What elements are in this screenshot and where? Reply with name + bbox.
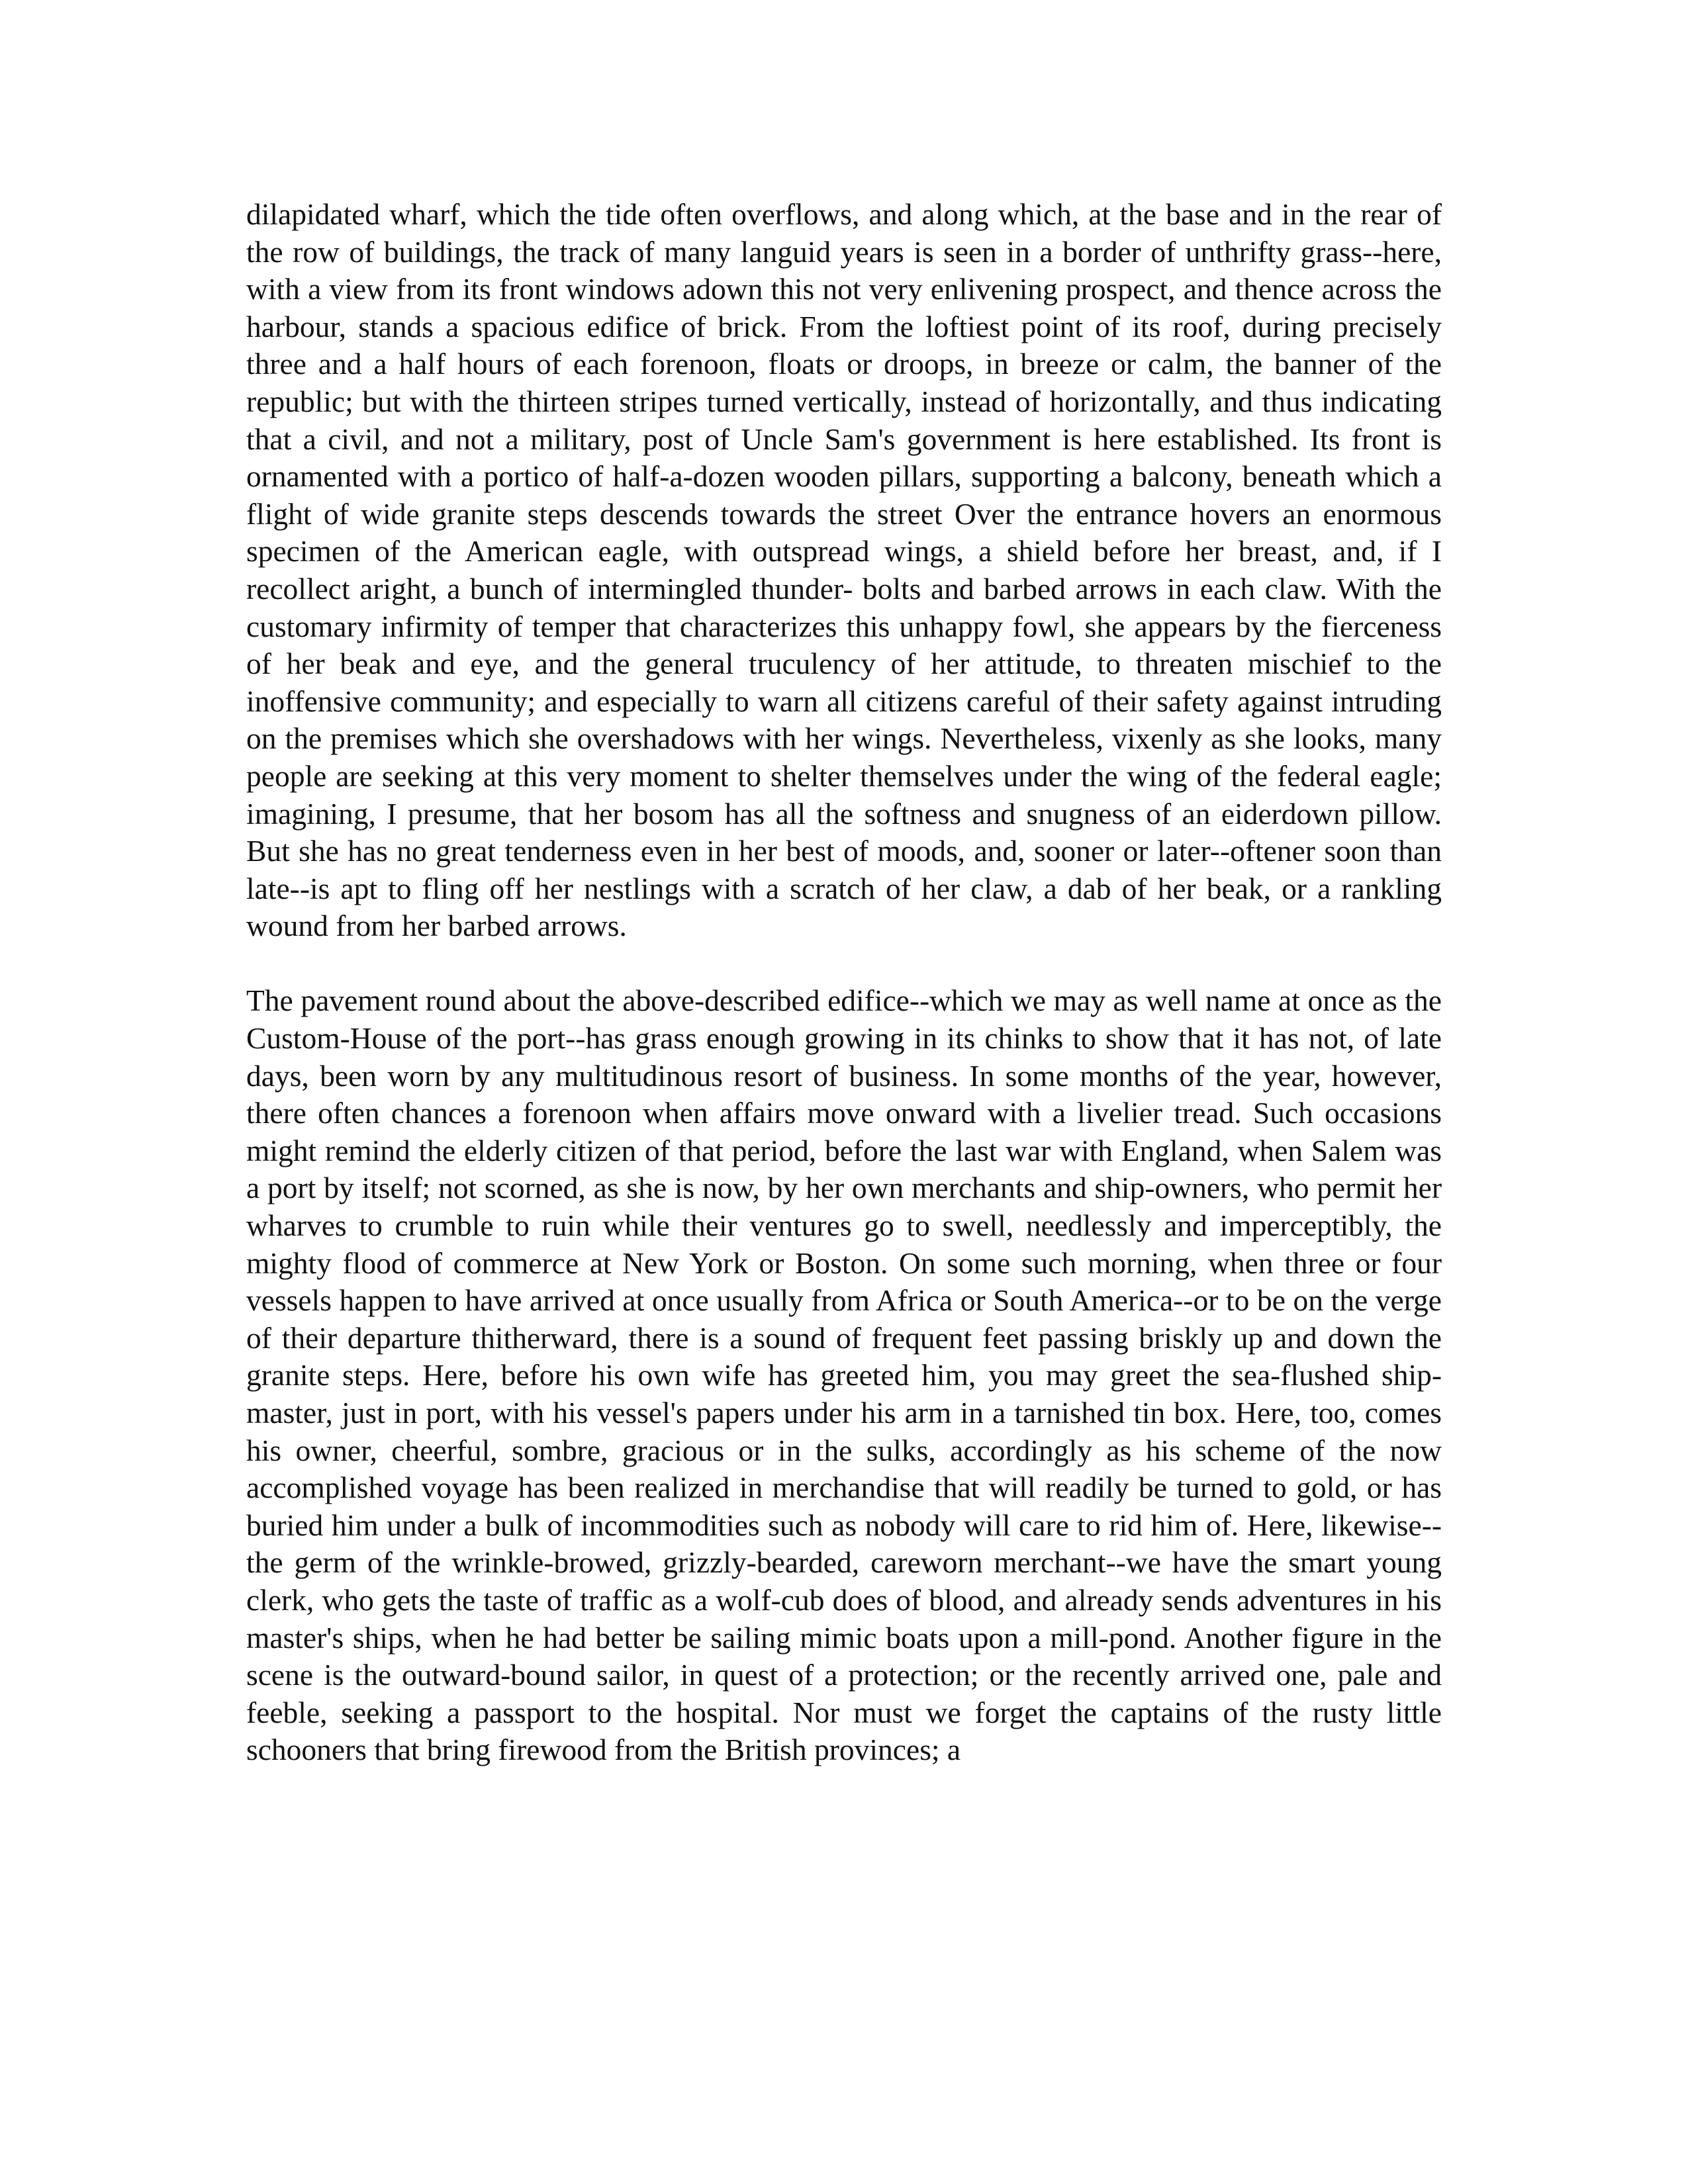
paragraph-2: The pavement round about the above-described edifice--which we may as well name at once as the Custom-House of the port--has grass enough growing in its chinks to show that it has not, of late days, been worn by any multitudinous resort of business. In some months of the year, however, there often chances a forenoon when affairs move onward with a livelier tread. Such occasions might remind the elderly citizen of that period, before the last war with England, when Salem was a port by itself; not scorned, as she is now, by her own merchants and ship-owners, who permit her wharves to crumble to ruin while their ventures go to swell, needlessly and imperceptibly, the mighty flood of commerce at New York or Boston. On some such morning, when three or four vessels happen to have arrived at once usually from Africa or South America--or to be on the verge of their departure thitherward, there is a sound of frequent feet passing briskly up and down the granite steps. Here, before his own wife has greeted him, you may greet the sea-flushed ship-master, just in port, with his vessel's papers under his arm in a tarnished tin box. Here, too, comes his owner, cheerful, sombre, gracious or in the sulks, accordingly as his scheme of the now accomplished voyage has been realized in merchandise that will readily be turned to gold, or has buried him under a bulk of incommodities such as nobody will care to rid him of. Here, likewise--the germ of the wrinkle-browed, grizzly-bearded, careworn merchant--we have the smart young clerk, who gets the taste of traffic as a wolf-cub does of blood, and already sends adventures in his master's ships, when he had better be sailing mimic boats upon a mill-pond. Another figure in the scene is the outward-bound sailor, in quest of a protection; or the recently arrived one, pale and feeble, seeking a passport to the hospital. Nor must we forget the captains of the rusty little schooners that bring firewood from the British provinces; a bbox=[246, 983, 1442, 1767]
body-text bbox=[246, 196, 1442, 1769]
paragraph-1: dilapidated wharf, which the tide often overflows, and along which, at the base and in the rear of the row of buildings, the track of many languid years is seen in a border of unthrifty grass--here, with a view from its front windows adown this not very enlivening prospect, and thence across the harbour, stands a spacious edifice of brick. From the loftiest point of its roof, during precisely three and a half hours of each forenoon, floats or droops, in breeze or calm, the banner of the republic; but with the thirteen stripes turned vertically, instead of horizontally, and thus indicating that a civil, and not a military, post of Uncle Sam's government is here established. Its front is ornamented with a portico of half-a-dozen wooden pillars, supporting a balcony, beneath which a flight of wide granite steps descends towards the street Over the entrance hovers an enormous specimen of the American eagle, with outspread wings, a shield before her breast, and, if I recollect aright, a bunch of intermingled thunder- bolts and barbed arrows in each claw. With the customary infirmity of temper that characterizes this unhappy fowl, she appears by the fierceness of her beak and eye, and the general truculency of her attitude, to threaten mischief to the inoffensive community; and especially to warn all citizens careful of their safety against intruding on the premises which she overshadows with her wings. Nevertheless, vixenly as she looks, many people are seeking at this very moment to shelter themselves under the wing of the federal eagle; imagining, I presume, that her bosom has all the softness and snugness of an eiderdown pillow. But she has no great tenderness even in her best of moods, and, sooner or later--oftener soon than late--is apt to fling off her nestlings with a scratch of her claw, a dab of her beak, or a rankling wound from her barbed arrows. bbox=[246, 197, 1442, 943]
